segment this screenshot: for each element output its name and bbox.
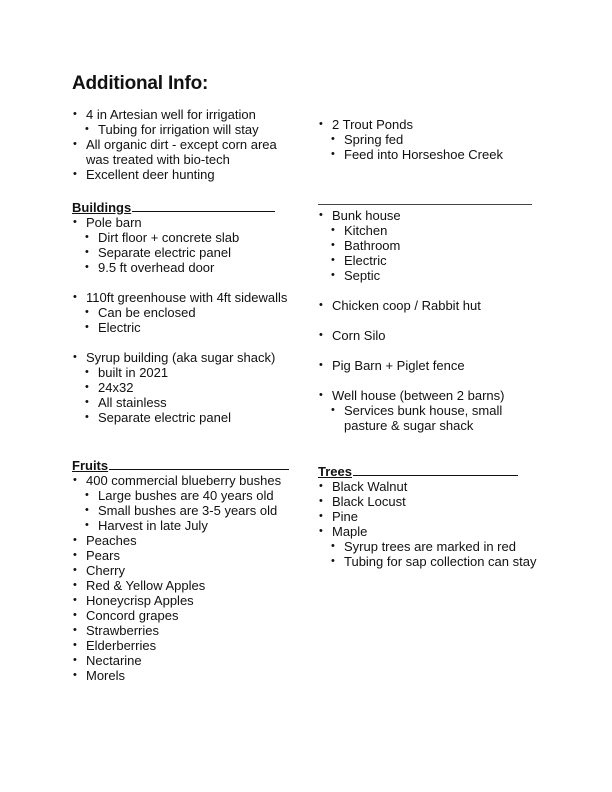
list-item: • Kitchen	[318, 223, 532, 238]
section-heading-buildings: Buildings	[72, 200, 287, 215]
list-item: • 2 Trout Ponds	[318, 117, 503, 132]
list-item: • Syrup trees are marked in red	[318, 539, 536, 554]
list-item: • Small bushes are 3-5 years old	[72, 503, 289, 518]
list-item: • Black Locust	[318, 494, 536, 509]
section-heading-trees: Trees	[318, 464, 536, 479]
section-divider	[318, 204, 532, 205]
list-item: • 400 commercial blueberry bushes	[72, 473, 289, 488]
list-item: • Separate electric panel	[72, 410, 287, 425]
general-info-list	[72, 107, 277, 182]
buildings-section	[72, 200, 287, 425]
list-item: • 110ft greenhouse with 4ft sidewalls	[72, 290, 287, 305]
list-item: • Corn Silo	[318, 328, 532, 343]
list-item: • Excellent deer hunting	[72, 167, 277, 182]
list-item: • Elderberries	[72, 638, 289, 653]
page-title: Additional Info:	[72, 73, 209, 94]
list-item: • All organic dirt - except corn area	[72, 137, 277, 152]
list-item: • Concord grapes	[72, 608, 289, 623]
list-item: • Pine	[318, 509, 536, 524]
list-item: • Septic	[318, 268, 532, 283]
list-item: • Large bushes are 40 years old	[72, 488, 289, 503]
list-item-continuation: was treated with bio-tech	[86, 152, 230, 167]
list-item: • built in 2021	[72, 365, 287, 380]
list-item: • Bunk house	[318, 208, 532, 223]
list-item: • Red & Yellow Apples	[72, 578, 289, 593]
list-item: • Chicken coop / Rabbit hut	[318, 298, 532, 313]
list-item: • Electric	[318, 253, 532, 268]
fruits-section	[72, 458, 289, 683]
list-item: • Morels	[72, 668, 289, 683]
list-item: • Syrup building (aka sugar shack)	[72, 350, 287, 365]
list-item: • Pig Barn + Piglet fence	[318, 358, 532, 373]
ponds-list	[318, 117, 503, 162]
list-item: • Spring fed	[318, 132, 503, 147]
list-item: • Can be enclosed	[72, 305, 287, 320]
list-item: • Harvest in late July	[72, 518, 289, 533]
list-item: • 9.5 ft overhead door	[72, 260, 287, 275]
list-item: • Tubing for sap collection can stay	[318, 554, 536, 569]
list-item: • All stainless	[72, 395, 287, 410]
list-item: • Services bunk house, small	[318, 403, 532, 418]
list-item: • Pears	[72, 548, 289, 563]
list-item: • Pole barn	[72, 215, 287, 230]
list-item-continuation: pasture & sugar shack	[344, 418, 474, 433]
list-item: • Well house (between 2 barns)	[318, 388, 532, 403]
list-item: • Bathroom	[318, 238, 532, 253]
trees-section	[318, 464, 536, 569]
list-item: • Honeycrisp Apples	[72, 593, 289, 608]
list-item: • 4 in Artesian well for irrigation	[72, 107, 277, 122]
list-item: • Dirt floor + concrete slab	[72, 230, 287, 245]
buildings-section-right	[318, 204, 532, 433]
list-item: • Tubing for irrigation will stay	[72, 122, 277, 137]
list-item: • Maple	[318, 524, 536, 539]
list-item: • Feed into Horseshoe Creek	[318, 147, 503, 162]
list-item: • Cherry	[72, 563, 289, 578]
list-item: • 24x32	[72, 380, 287, 395]
list-item: • Black Walnut	[318, 479, 536, 494]
list-item: • Peaches	[72, 533, 289, 548]
section-heading-fruits: Fruits	[72, 458, 289, 473]
list-item: • Separate electric panel	[72, 245, 287, 260]
list-item: • Strawberries	[72, 623, 289, 638]
list-item: • Electric	[72, 320, 287, 335]
list-item: • Nectarine	[72, 653, 289, 668]
